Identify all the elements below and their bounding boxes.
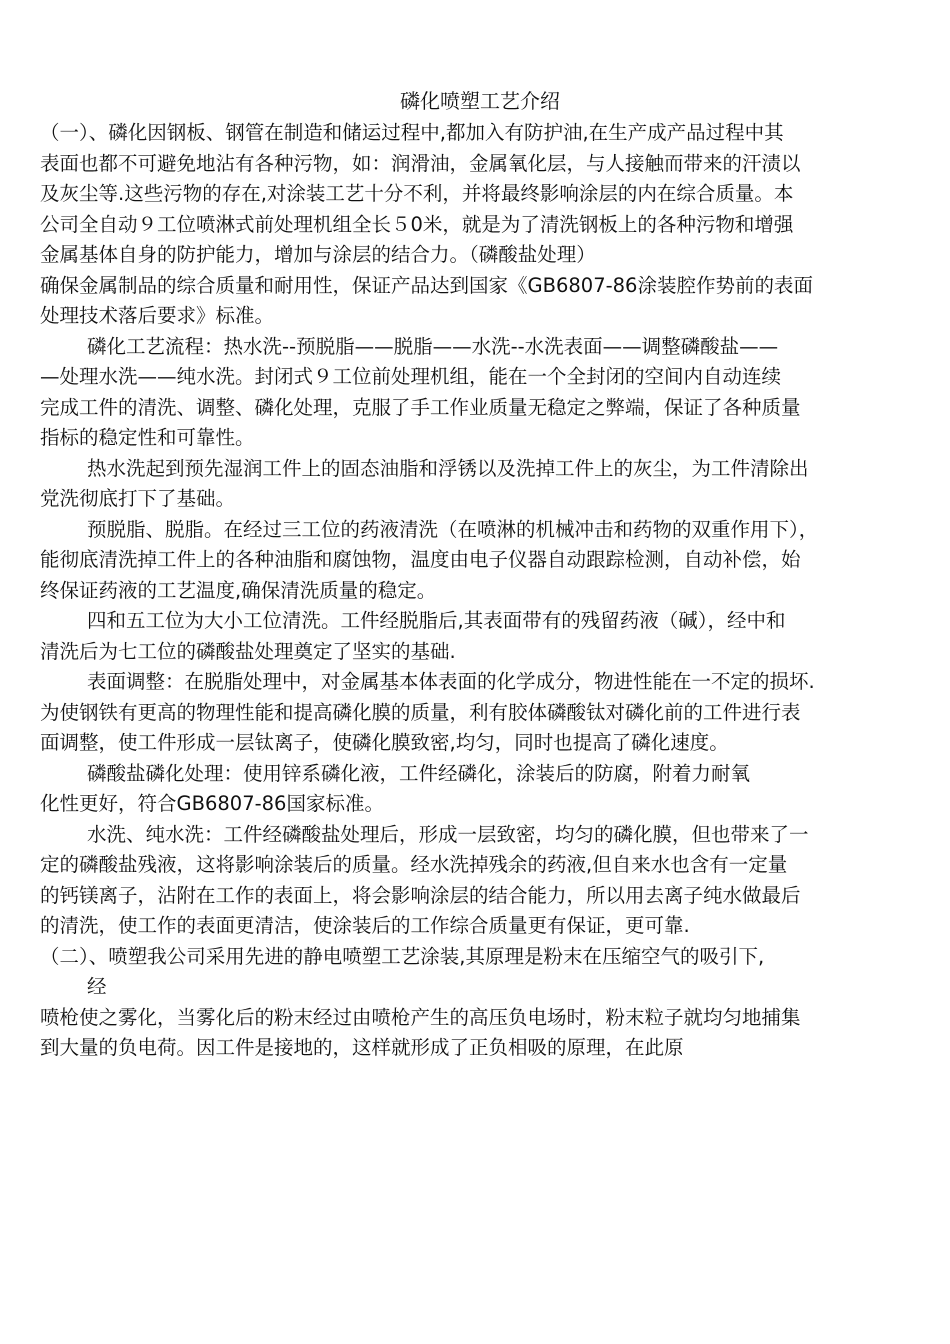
- text-line: 面调整，使工件形成一层钛离子，使磷化膜致密,均匀，同时也提高了磷化速度。: [40, 731, 729, 754]
- text-line: 化性更好，符合GB6807-86国家标准。: [40, 792, 384, 815]
- text-line: —处理水洗——纯水洗。封闭式９工位前处理机组，能在一个全封闭的空间内自动连续: [40, 365, 782, 388]
- text-line: 定的磷酸盐残液，这将影响涂装后的质量。经水洗掉残余的药液,但自来水也含有一定量: [40, 853, 788, 876]
- text-line: （一）、磷化因钢板、钢管在制造和储运过程中,都加入有防护油,在生产成产品过程中其: [40, 121, 784, 144]
- text-line: 能彻底清洗掉工件上的各种油脂和腐蚀物，温度由电子仪器自动跟踪检测，自动补偿，始: [40, 548, 801, 571]
- text-line: 的清洗，使工作的表面更清洁，使涂装后的工作综合质量更有保证，更可靠.: [40, 914, 690, 937]
- text-line: 确保金属制品的综合质量和耐用性，保证产品达到国家《GB6807-86涂装腔作势前的表面: [40, 273, 813, 297]
- text-line: 为使钢铁有更高的物理性能和提高磷化膜的质量，利有胶体磷酸钛对磷化前的工件进行表: [40, 700, 801, 724]
- text-line: 终保证药液的工艺温度,确保清洗质量的稳定。: [40, 578, 437, 602]
- text-line: 水洗、纯水洗：工件经磷酸盐处理后，形成一层致密，均匀的磷化膜，但也带来了一: [87, 822, 809, 846]
- text-line: 预脱脂、脱脂。在经过三工位的药液清洗（在喷淋的机械冲击和药物的双重作用下），: [87, 517, 819, 541]
- text-line: 喷枪使之雾化，当雾化后的粉末经过由喷枪产生的高压负电场时，粉末粒子就均匀地捕集: [40, 1005, 801, 1029]
- text-line: 及灰尘等.这些污物的存在,对涂装工艺十分不利，并将最终影响涂层的内在综合质量。本: [40, 182, 794, 205]
- text-line: 到大量的负电荷。因工件是接地的，这样就形成了正负相吸的原理，在此原: [40, 1036, 684, 1059]
- text-line: 磷化工艺流程：热水洗--预脱脂——脱脂——水洗--水洗表面——调整磷酸盐——: [87, 334, 779, 358]
- text-line: 金属基体自身的防护能力，增加与涂层的结合力。（磷酸盐处理）: [40, 243, 596, 266]
- text-line: 党洗彻底打下了基础。: [40, 487, 236, 510]
- text-line: 表面调整：在脱脂处理中，对金属基本体表面的化学成分，物进性能在一不定的损坏.: [87, 670, 815, 693]
- document-page: [40, 84, 920, 1064]
- text-line: 热水洗起到预先湿润工件上的固态油脂和浮锈以及洗掉工件上的灰尘，为工件清除出: [87, 456, 809, 480]
- text-line: 磷酸盐磷化处理：使用锌系磷化液，工件经磷化，涂装后的防腐，附着力耐氧: [87, 761, 751, 785]
- text-line: 的钙镁离子，沾附在工作的表面上，将会影响涂层的结合能力，所以用去离子纯水做最后: [40, 883, 801, 907]
- text-line: 四和五工位为大小工位清洗。工件经脱脂后,其表面带有的残留药液（碱），经中和: [87, 609, 786, 632]
- text-line: 表面也都不可避免地沾有各种污物，如：润滑油，金属氧化层，与人接触而带来的汗渍以: [40, 151, 801, 175]
- document-title: 磷化喷塑工艺介绍: [400, 89, 560, 113]
- text-line: 指标的稳定性和可靠性。: [40, 426, 255, 449]
- text-line: 处理技术落后要求》标准。: [40, 304, 275, 327]
- text-line: 经: [87, 975, 107, 998]
- text-line: （二）、喷塑我公司采用先进的静电喷塑工艺涂装,其原理是粉末在压缩空气的吸引下,: [40, 944, 765, 968]
- text-line: 公司全自动９工位喷淋式前处理机组全长５0米，就是为了清洗钢板上的各种污物和增强: [40, 212, 794, 236]
- text-line: 完成工件的清洗、调整、磷化处理，克服了手工作业质量无稳定之弊端，保证了各种质量: [40, 395, 801, 419]
- text-line: 清洗后为七工位的磷酸盐处理奠定了坚实的基础.: [40, 639, 456, 663]
